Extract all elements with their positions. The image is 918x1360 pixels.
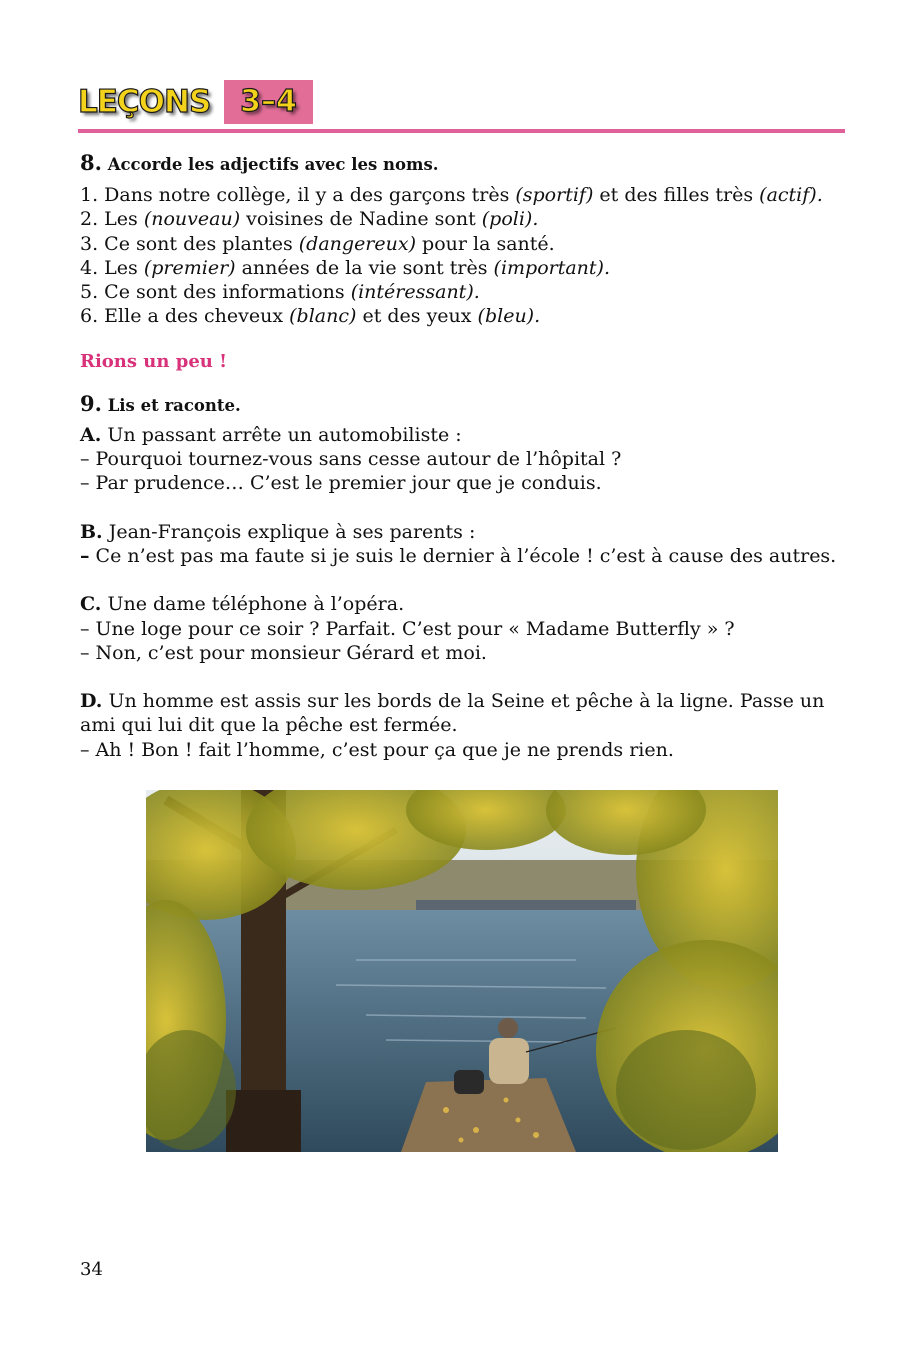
exercise-line: 6. Elle a des cheveux (blanc) et des yeux (bleu).: [80, 305, 541, 328]
exercise-line: 2. Les (nouveau) voisines de Nadine sont (poli).: [80, 208, 539, 231]
page-number: 34: [80, 1259, 103, 1280]
photo-fisherman-seine: [146, 790, 778, 1152]
exercise-line: 5. Ce sont des informations (intéressant).: [80, 281, 480, 304]
exercise-line: 3. Ce sont des plantes (dangereux) pour la santé.: [80, 232, 555, 255]
exercise-9-title: [80, 391, 850, 419]
exercise-8-list: [80, 183, 850, 329]
joke-b: B. Jean-François explique à ses parents : – Ce n’est pas ma faute si je suis le dernier à l’école ! c’est à cause des autres.: [80, 520, 837, 567]
lesson-number-badge: [224, 80, 313, 124]
section-heading: Rions un peu !: [80, 350, 228, 372]
exercise-instruction: Accorde les adjectifs avec les noms.: [107, 155, 439, 174]
exercise-line: 1. Dans notre collège, il y a des garçons très (sportif) et des filles très (actif).: [80, 184, 823, 206]
exercise-8-title: [80, 150, 850, 178]
joke-d: D. Un homme est assis sur les bords de la Seine et pêche à la ligne. Passe un ami qui lui dit que la pêche est fermée. – Ah ! Bon ! fait l’homme, c’est pour ça que je ne prends rien.: [80, 690, 825, 761]
joke-a: A. Un passant arrête un automobiliste : – Pourquoi tournez-vous sans cesse autour de l’hôpital ? – Par prudence… C’est le premier jour que je conduis.: [80, 423, 622, 495]
exercise-instruction: Lis et raconte.: [107, 395, 241, 415]
header-rule: [78, 129, 845, 133]
exercise-line: 4. Les (premier) années de la vie sont très (important).: [80, 256, 611, 279]
lesson-number: 3–4: [240, 84, 297, 119]
page-content: [80, 150, 850, 762]
joke-c: C. Une dame téléphone à l’opéra. – Une loge pour ce soir ? Parfait. C’est pour « Madame Butterfly » ? – Non, c’est pour monsieur Gérard et moi.: [80, 593, 735, 664]
lessons-label: LEÇONS: [78, 84, 211, 120]
exercise-number: 9.: [80, 390, 102, 416]
exercise-number: 8.: [80, 150, 102, 175]
